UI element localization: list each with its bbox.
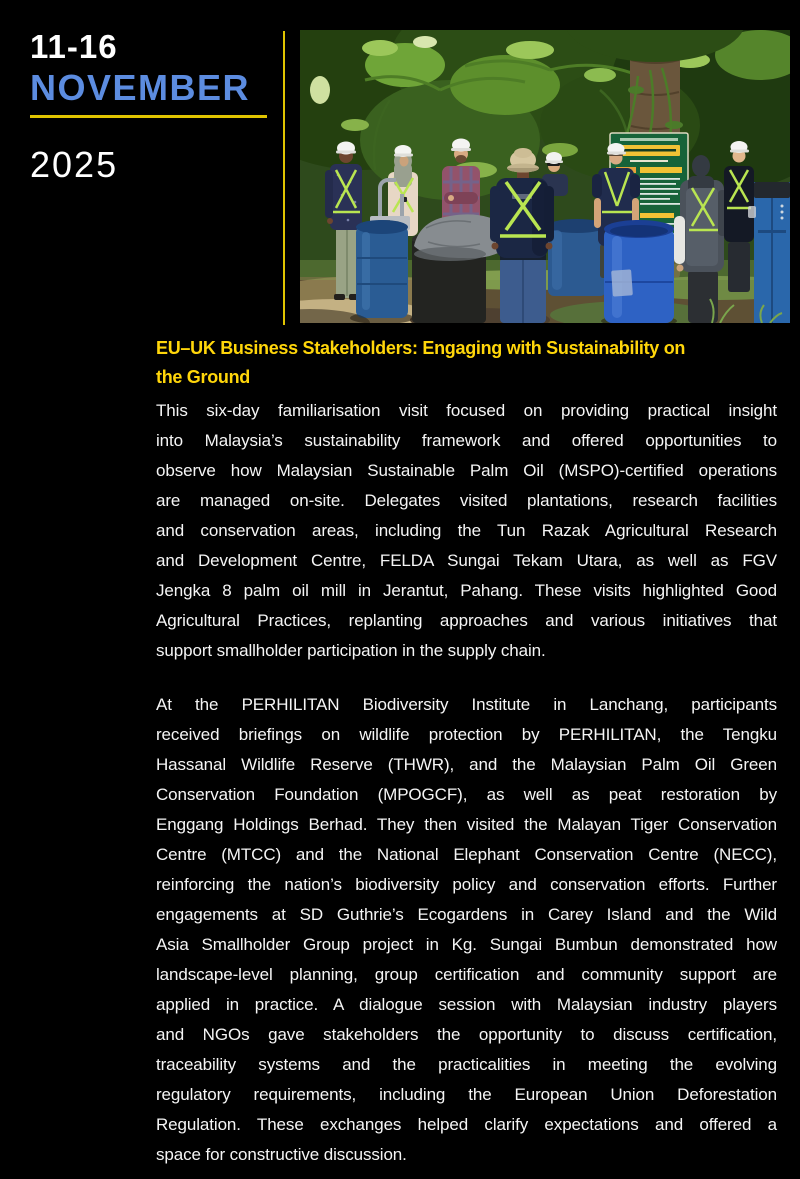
text-line: Centre (MTCC) and the National Elephant Conservation Centre (NECC), — [156, 845, 777, 864]
text-line: regulatory requirements, including the European Union Deforestation — [156, 1085, 777, 1104]
event-photo — [300, 30, 790, 323]
compost-barrel-right — [601, 220, 677, 323]
text-line: observe how Malaysian Sustainable Palm Oil (MSPO)-certified operations — [156, 461, 777, 480]
text-line: and NGOs gave stakeholders the opportunity to discuss certification, — [156, 1025, 777, 1044]
text-line: support smallholder participation in the supply chain. — [156, 641, 546, 660]
date-month: NOVEMBER — [30, 67, 251, 108]
article-body — [156, 334, 777, 1170]
text-line: Agricultural Practices, replanting approaches and various initiatives that — [156, 611, 777, 630]
date-underline — [30, 115, 267, 118]
date-year: 2025 — [30, 144, 119, 185]
text-line: This six-day familiarisation visit focused on providing practical insight — [156, 401, 777, 420]
blue-equipment-bins — [754, 182, 790, 323]
article-paragraph-2 — [156, 690, 777, 1170]
text-line: the Ground — [156, 367, 250, 387]
text-line: EU–UK Business Stakeholders: Engaging with Sustainability on — [156, 338, 686, 358]
date-range: 11-16 — [30, 28, 118, 65]
text-line: Jengka 8 palm oil mill in Jerantut, Pahang. These visits highlighted Good — [156, 581, 777, 600]
text-line: Hassanal Wildlife Reserve (THWR), and the Malaysian Palm Oil Green — [156, 755, 777, 774]
article-paragraph-1 — [156, 396, 777, 666]
text-line: and conservation areas, including the Tun Razak Agricultural Research — [156, 521, 777, 540]
text-line: are managed on-site. Delegates visited plantations, research facilities — [156, 491, 777, 510]
event-photo-illustration — [300, 30, 790, 323]
text-line: engagements at SD Guthrie’s Ecogardens in Carey Island and the Wild — [156, 905, 777, 924]
text-line: Asia Smallholder Group project in Kg. Sungai Bumbun demonstrated how — [156, 935, 777, 954]
text-line: traceability systems and the practicalities in meeting the evolving — [156, 1055, 777, 1074]
text-line: reinforcing the nation’s biodiversity policy and conservation efforts. Further — [156, 875, 777, 894]
text-line: Regulation. These exchanges helped clarify expectations and offered a — [156, 1115, 777, 1134]
compost-barrel-center — [548, 219, 606, 296]
text-line: and Development Centre, FELDA Sungai Tekam Utara, as well as FGV — [156, 551, 777, 570]
text-line: into Malaysia’s sustainability framework and offered opportunities to — [156, 431, 777, 450]
text-line: applied in practice. A dialogue session with Malaysian industry players — [156, 995, 777, 1014]
text-line: Conservation Foundation (MPOGCF), as well as peat restoration by — [156, 785, 777, 804]
text-line: received briefings on wildlife protection by PERHILITAN, the Tengku — [156, 725, 777, 744]
vertical-accent-line — [283, 31, 285, 325]
text-line: At the PERHILITAN Biodiversity Institute in Lanchang, participants — [156, 695, 777, 714]
text-line: landscape-level planning, group certification and community support are — [156, 965, 777, 984]
article-headline — [156, 334, 777, 392]
text-line: space for constructive discussion. — [156, 1145, 407, 1164]
text-line: Enggang Holdings Berhad. They then visited the Malayan Tiger Conservation — [156, 815, 777, 834]
